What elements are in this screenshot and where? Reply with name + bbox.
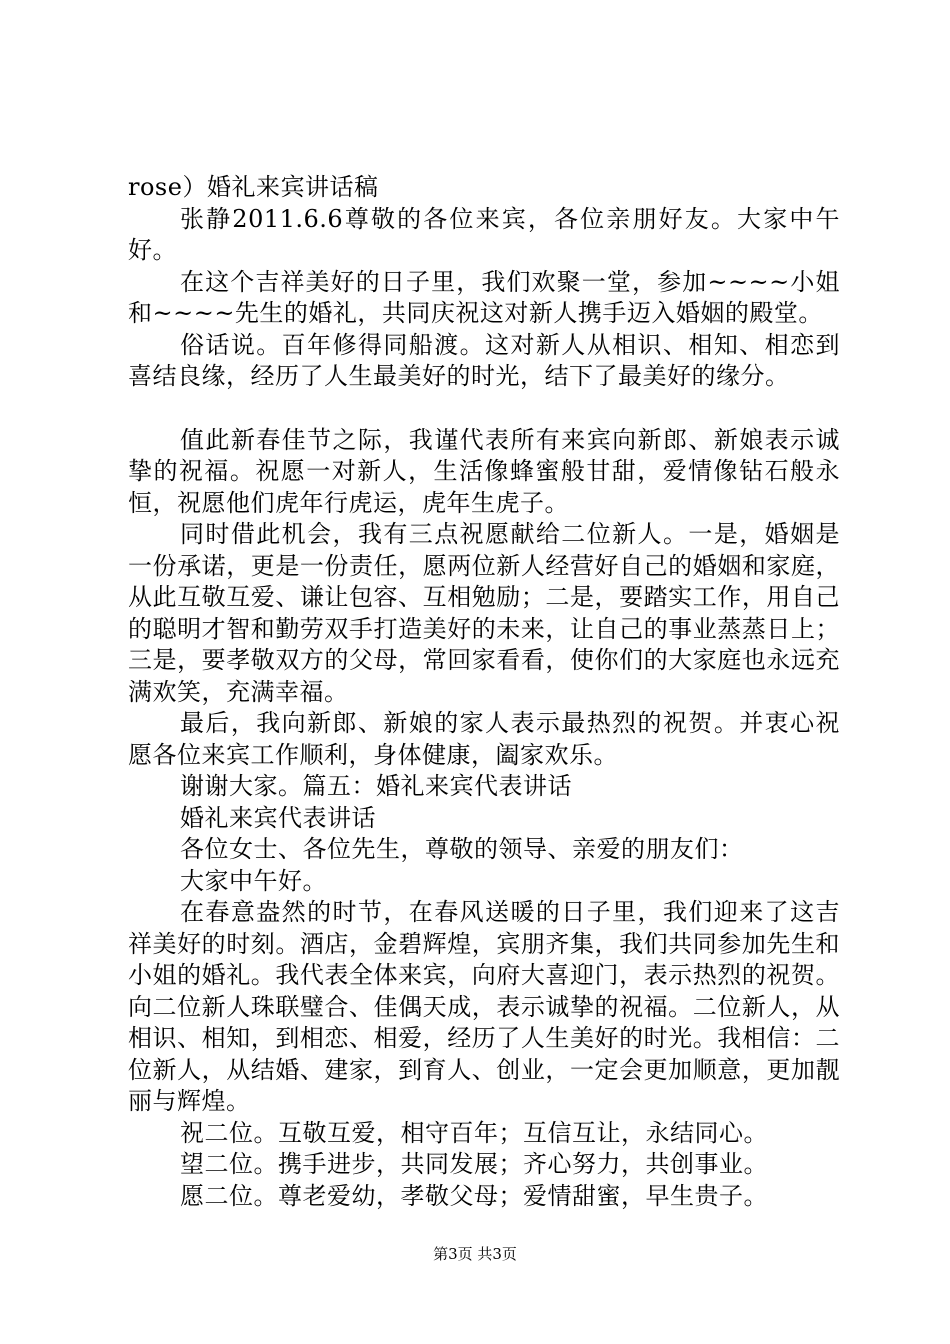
page-number-footer: 第3页 共3页 bbox=[433, 1245, 517, 1263]
paragraph-three-wishes: 同时借此机会，我有三点祝愿献给二位新人。一是，婚姻是一份承诺，更是一份责任，愿两位新人经营好自己的婚姻和家庭，从此互敬互爱、谦让包容、互相勉励；二是，要踏实工作，用自己的聪明才智和勤劳双手打造美好的未来，让自己的事业蒸蒸日上；三是，要孝敬双方的父母，常回家看看，使你们的大家庭也永远充满欢笑，充满幸福。 bbox=[128, 520, 840, 706]
paragraph-salutation: 各位女士、各位先生，尊敬的领导、亲爱的朋友们： bbox=[180, 835, 744, 863]
paragraph-good-noon: 大家中午好。 bbox=[180, 866, 327, 895]
paragraph-spring-congratulations: 在春意盎然的时节，在春风送暖的日子里，我们迎来了这吉祥美好的时刻。酒店，金碧辉煌，宾朋齐集，我们共同参加先生和小姐的婚礼。我代表全体来宾，向府大喜迎门，表示热烈的祝贺。向二位新人珠联璧合、佳偶天成，表示诚挚的祝福。二位新人，从相识、相知，到相恋、相爱，经历了人生美好的时光。我相信：二位新人，从结婚、建家，到育人、创业，一定会更加顺意，更加靓丽与辉煌。 bbox=[128, 898, 840, 1115]
paragraph-title-fragment: rose）婚礼来宾讲话稿 bbox=[128, 173, 379, 201]
paragraph-thanks-section-heading: 谢谢大家。篇五：婚礼来宾代表讲话 bbox=[180, 772, 572, 800]
paragraph-gap bbox=[128, 393, 840, 425]
paragraph-wish-one: 祝二位。互敬互爱，相守百年；互信互让，永结同心。 bbox=[180, 1118, 768, 1147]
paragraph-new-year-wishes: 值此新春佳节之际，我谨代表所有来宾向新郎、新娘表示诚挚的祝福。祝愿一对新人，生活像蜂蜜般甘甜，爱情像钻石般永恒，祝愿他们虎年行虎运，虎年生虎子。 bbox=[128, 425, 840, 517]
paragraph-wish-two: 望二位。携手进步，共同发展；齐心努力，共创事业。 bbox=[180, 1150, 768, 1178]
paragraph-wish-three: 愿二位。尊老爱幼，孝敬父母；爱情甜蜜，早生贵子。 bbox=[180, 1181, 768, 1210]
paragraph-proverb: 俗话说。百年修得同船渡。这对新人从相识、相知、相恋到喜结良缘，经历了人生最美好的时光，结下了最美好的缘分。 bbox=[128, 330, 840, 390]
document-body bbox=[128, 172, 840, 1212]
paragraph-gathering: 在这个吉祥美好的日子里，我们欢聚一堂，参加~~~~小姐和~~~~先生的婚礼，共同庆祝这对新人携手迈入婚姻的殿堂。 bbox=[128, 267, 840, 327]
paragraph-greeting: 张静2011.6.6尊敬的各位来宾，各位亲朋好友。大家中午好。 bbox=[128, 204, 840, 264]
paragraph-speech-title: 婚礼来宾代表讲话 bbox=[180, 803, 376, 832]
paragraph-closing-wishes: 最后，我向新郎、新娘的家人表示最热烈的祝贺。并衷心祝愿各位来宾工作顺利，身体健康，阖家欢乐。 bbox=[128, 709, 840, 769]
